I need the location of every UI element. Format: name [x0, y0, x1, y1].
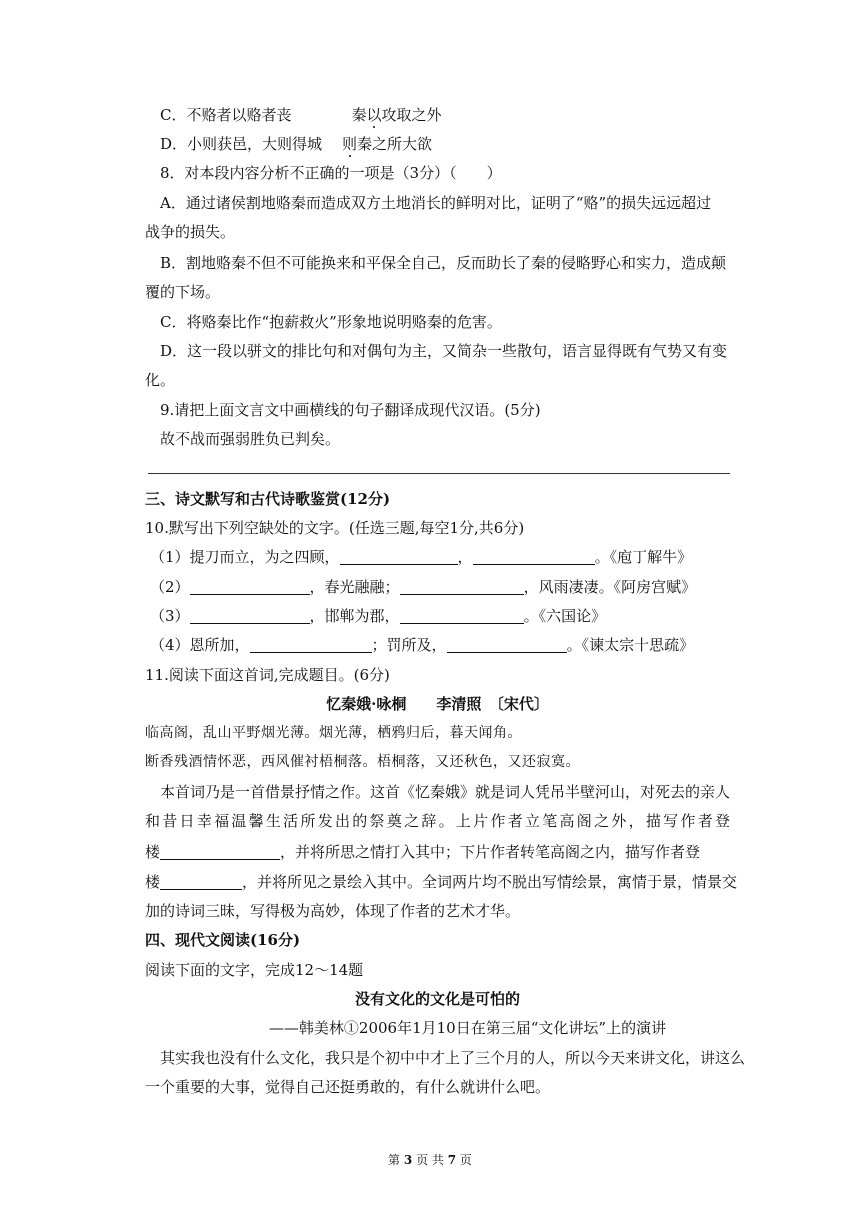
q8-option-b: B．割地赂秦不但不可能换来和平保全自己，反而助长了秦的侵略野心和实力，造成颠	[160, 254, 727, 272]
option-d-dotted-char: 则	[342, 135, 358, 153]
section-4-heading: 四、现代文阅读(16分)	[145, 931, 301, 949]
blank-field	[447, 637, 567, 653]
blank-field	[190, 608, 310, 624]
option-c-line	[160, 105, 730, 125]
question-9: 9.请把上面文言文中画横线的句子翻译成现代汉语。(5分)	[160, 401, 541, 419]
option-c-dotted-char: 以	[366, 106, 382, 124]
option-c-word: 秦	[351, 106, 367, 124]
q10-item-2: （2） ，春光融融； ，风雨凄凄。《阿房宫赋》	[150, 578, 697, 596]
question-10: 10.默写出下列空缺处的文字。(任选三题,每空1分,共6分)	[145, 519, 525, 537]
q10-item-3: （3） ，邯郸为郡， 。《六国论》	[150, 607, 607, 625]
article-paragraph-1-cont: 一个重要的大事，觉得自己还挺勇敢的，有什么就讲什么吧。	[145, 1078, 551, 1096]
q8-option-a: A．通过诸侯割地赂秦而造成双方土地消长的鲜明对比，证明了“赂”的损失远远超过	[160, 194, 712, 212]
question-8: 8．对本段内容分析不正确的一项是（3分）（ ）	[160, 164, 502, 182]
answer-line	[148, 473, 730, 474]
option-c-text: C．不赂者以赂者丧	[160, 106, 292, 124]
blank-field	[160, 874, 242, 890]
page-number: 3	[403, 1153, 413, 1167]
q10-item-4: （4）恩所加， ；罚所及， 。《谏太宗十思疏》	[150, 636, 695, 654]
article-title: 没有文化的文化是可怕的	[354, 990, 520, 1008]
article-subtitle: ——韩美林①2006年1月10日在第三届“文化讲坛”上的演讲	[268, 1019, 667, 1037]
poem-title: 忆秦娥·咏桐 李清照 〔宋代〕	[326, 695, 549, 713]
analysis-line-4: 楼 ，并将所见之景绘入其中。全词两片均不脱出写情绘景，寓情于景，情景交	[145, 873, 738, 891]
blank-field	[250, 637, 372, 653]
question-11: 11.阅读下面这首词,完成题目。(6分)	[145, 666, 390, 684]
option-c-rest: 攻取之外	[381, 106, 442, 124]
reading-instruction: 阅读下面的文字，完成12～14题	[145, 961, 364, 979]
q8-option-d-cont: 化。	[145, 371, 176, 389]
blank-field	[190, 579, 310, 595]
q8-option-b-cont: 覆的下场。	[145, 283, 221, 301]
page-total: 7	[447, 1153, 457, 1167]
option-d-rest: 秦之所大欲	[357, 135, 433, 153]
question-9-sentence: 故不战而强弱胜负已判矣。	[160, 430, 341, 448]
article-paragraph-1: 其实我也没有什么文化，我只是个初中中才上了三个月的人，所以今天来讲文化，讲这么	[160, 1049, 746, 1067]
q8-option-d: D．这一段以骈文的排比句和对偶句为主，又简杂一些散句，语言显得既有气势又有变	[160, 342, 728, 360]
page-footer: 第 3 页 共 7 页	[388, 1153, 472, 1167]
q8-option-c: C．将赂秦比作“抱薪救火”形象地说明赂秦的危害。	[160, 313, 502, 331]
section-3-heading: 三、诗文默写和古代诗歌鉴赏(12分)	[145, 490, 391, 508]
analysis-line-2: 和昔日幸福温馨生活所发出的祭奠之辞。上片作者立笔高阁之外，描写作者登	[145, 812, 730, 830]
poem-line-2: 断香残酒情怀恶，西风催衬梧桐落。梧桐落，又还秋色，又还寂寞。	[145, 754, 580, 770]
option-d-line	[160, 134, 730, 154]
blank-field	[400, 608, 524, 624]
option-d-text: D．小则获邑，大则得城	[160, 135, 323, 153]
q8-option-a-cont: 战争的损失。	[145, 223, 236, 241]
analysis-line-5: 加的诗词三昧，写得极为高妙，体现了作者的艺术才华。	[145, 902, 521, 920]
blank-field	[160, 844, 280, 860]
analysis-line-1: 本首词乃是一首借景抒情之作。这首《忆秦娥》就是词人凭吊半壁河山，对死去的亲人	[160, 783, 731, 801]
blank-field	[400, 579, 524, 595]
blank-field	[340, 549, 458, 565]
q10-item-1: （1）提刀而立，为之四顾， ， 。《庖丁解牛》	[150, 548, 693, 566]
blank-field	[473, 549, 595, 565]
poem-line-1: 临高阁，乱山平野烟光薄。烟光薄，栖鸦归后，暮天闻角。	[145, 725, 522, 741]
analysis-line-3: 楼 ，并将所思之情打入其中；下片作者转笔高阁之内，描写作者登	[145, 843, 701, 861]
